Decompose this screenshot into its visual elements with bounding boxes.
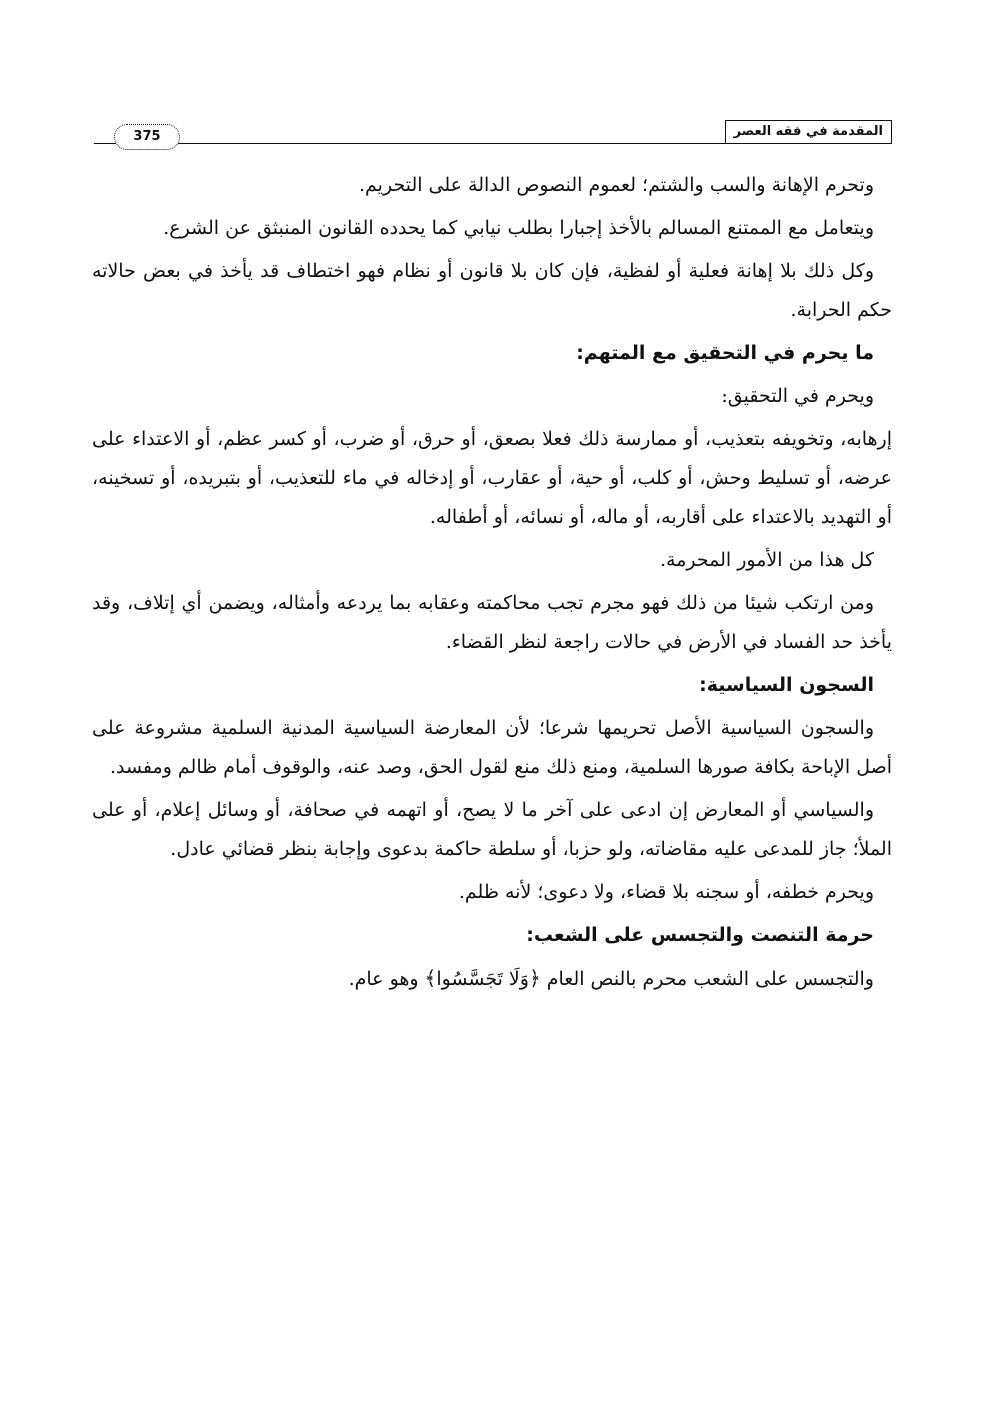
section-heading-interrogation: ما يحرم في التحقيق مع المتهم: — [576, 342, 874, 364]
book-title: المقدمة في فقه العصر — [725, 120, 892, 143]
paragraph-8: والسجون السياسية الأصل تحريمها شرعا؛ لأن المعارضة السياسية المدنية السلمية مشروعة على أصل الإباحة بكافة صورها السلمية، ومنع ذلك منع لقول الحق، وصد عنه، والوقوف أمام ظالم ومفسد. — [92, 717, 892, 778]
paragraph-11-tail: وهو عام. — [348, 968, 419, 990]
paragraph-10: ويحرم خطفه، أو سجنه بلا قضاء، ولا دعوى؛ لأنه ظلم. — [458, 881, 874, 903]
quran-bracket-close: ﴾ — [424, 966, 437, 990]
section-heading-espionage: حرمة التنصت والتجسس على الشعب: — [526, 924, 874, 946]
header-rule — [94, 143, 892, 144]
quran-quote: وَلَا تَجَسَّسُوا — [436, 968, 529, 990]
paragraph-6: كل هذا من الأمور المحرمة. — [660, 549, 874, 571]
paragraph-2: ويتعامل مع الممتنع المسالم بالأخذ إجبارا بطلب نيابي كما يحدده القانون المنبثق عن الشرع. — [163, 217, 874, 239]
page-body — [92, 166, 892, 1003]
paragraph-7: ومن ارتكب شيئا من ذلك فهو مجرم تجب محاكمته وعقابه بما يردعه وأمثاله، ويضمن أي إتلاف، وقد يأخذ حد الفساد في الأرض في حالات راجعة لنظر القضاء. — [92, 592, 892, 653]
page-number: 375 — [114, 124, 180, 150]
paragraph-9: والسياسي أو المعارض إن ادعى على آخر ما لا يصح، أو اتهمه في صحافة، أو وسائل إعلام، أو على الملأ؛ جاز للمدعى عليه مقاضاته، ولو حزبا، أو سلطة حاكمة بدعوى وإجابة بنظر قضائي عادل. — [92, 799, 892, 860]
paragraph-5: إرهابه، وتخويفه بتعذيب، أو ممارسة ذلك فعلا بصعق، أو حرق، أو ضرب، أو كسر عظم، أو الاعتداء على عرضه، أو تسليط وحش، أو كلب، أو حية، أو عقارب، أو إدخاله في ماء للتعذيب، أو بتبريده، أو تسخينه، أو التهديد بالاعتداء على أقاربه، أو ماله، أو نسائه، أو أطفاله. — [92, 428, 892, 528]
section-heading-political-prisons: السجون السياسية: — [699, 674, 874, 696]
paragraph-11 — [92, 959, 892, 999]
paragraph-11-lead: والتجسس على الشعب محرم بالنص العام — [546, 968, 874, 990]
paragraph-1: وتحرم الإهانة والسب والشتم؛ لعموم النصوص الدالة على التحريم. — [358, 174, 874, 196]
quran-bracket-open: ﴿ — [528, 966, 541, 990]
paragraph-3: وكل ذلك بلا إهانة فعلية أو لفظية، فإن كان بلا قانون أو نظام فهو اختطاف قد يأخذ في بعض حالاته حكم الحرابة. — [92, 260, 892, 321]
paragraph-4: ويحرم في التحقيق: — [721, 385, 874, 407]
